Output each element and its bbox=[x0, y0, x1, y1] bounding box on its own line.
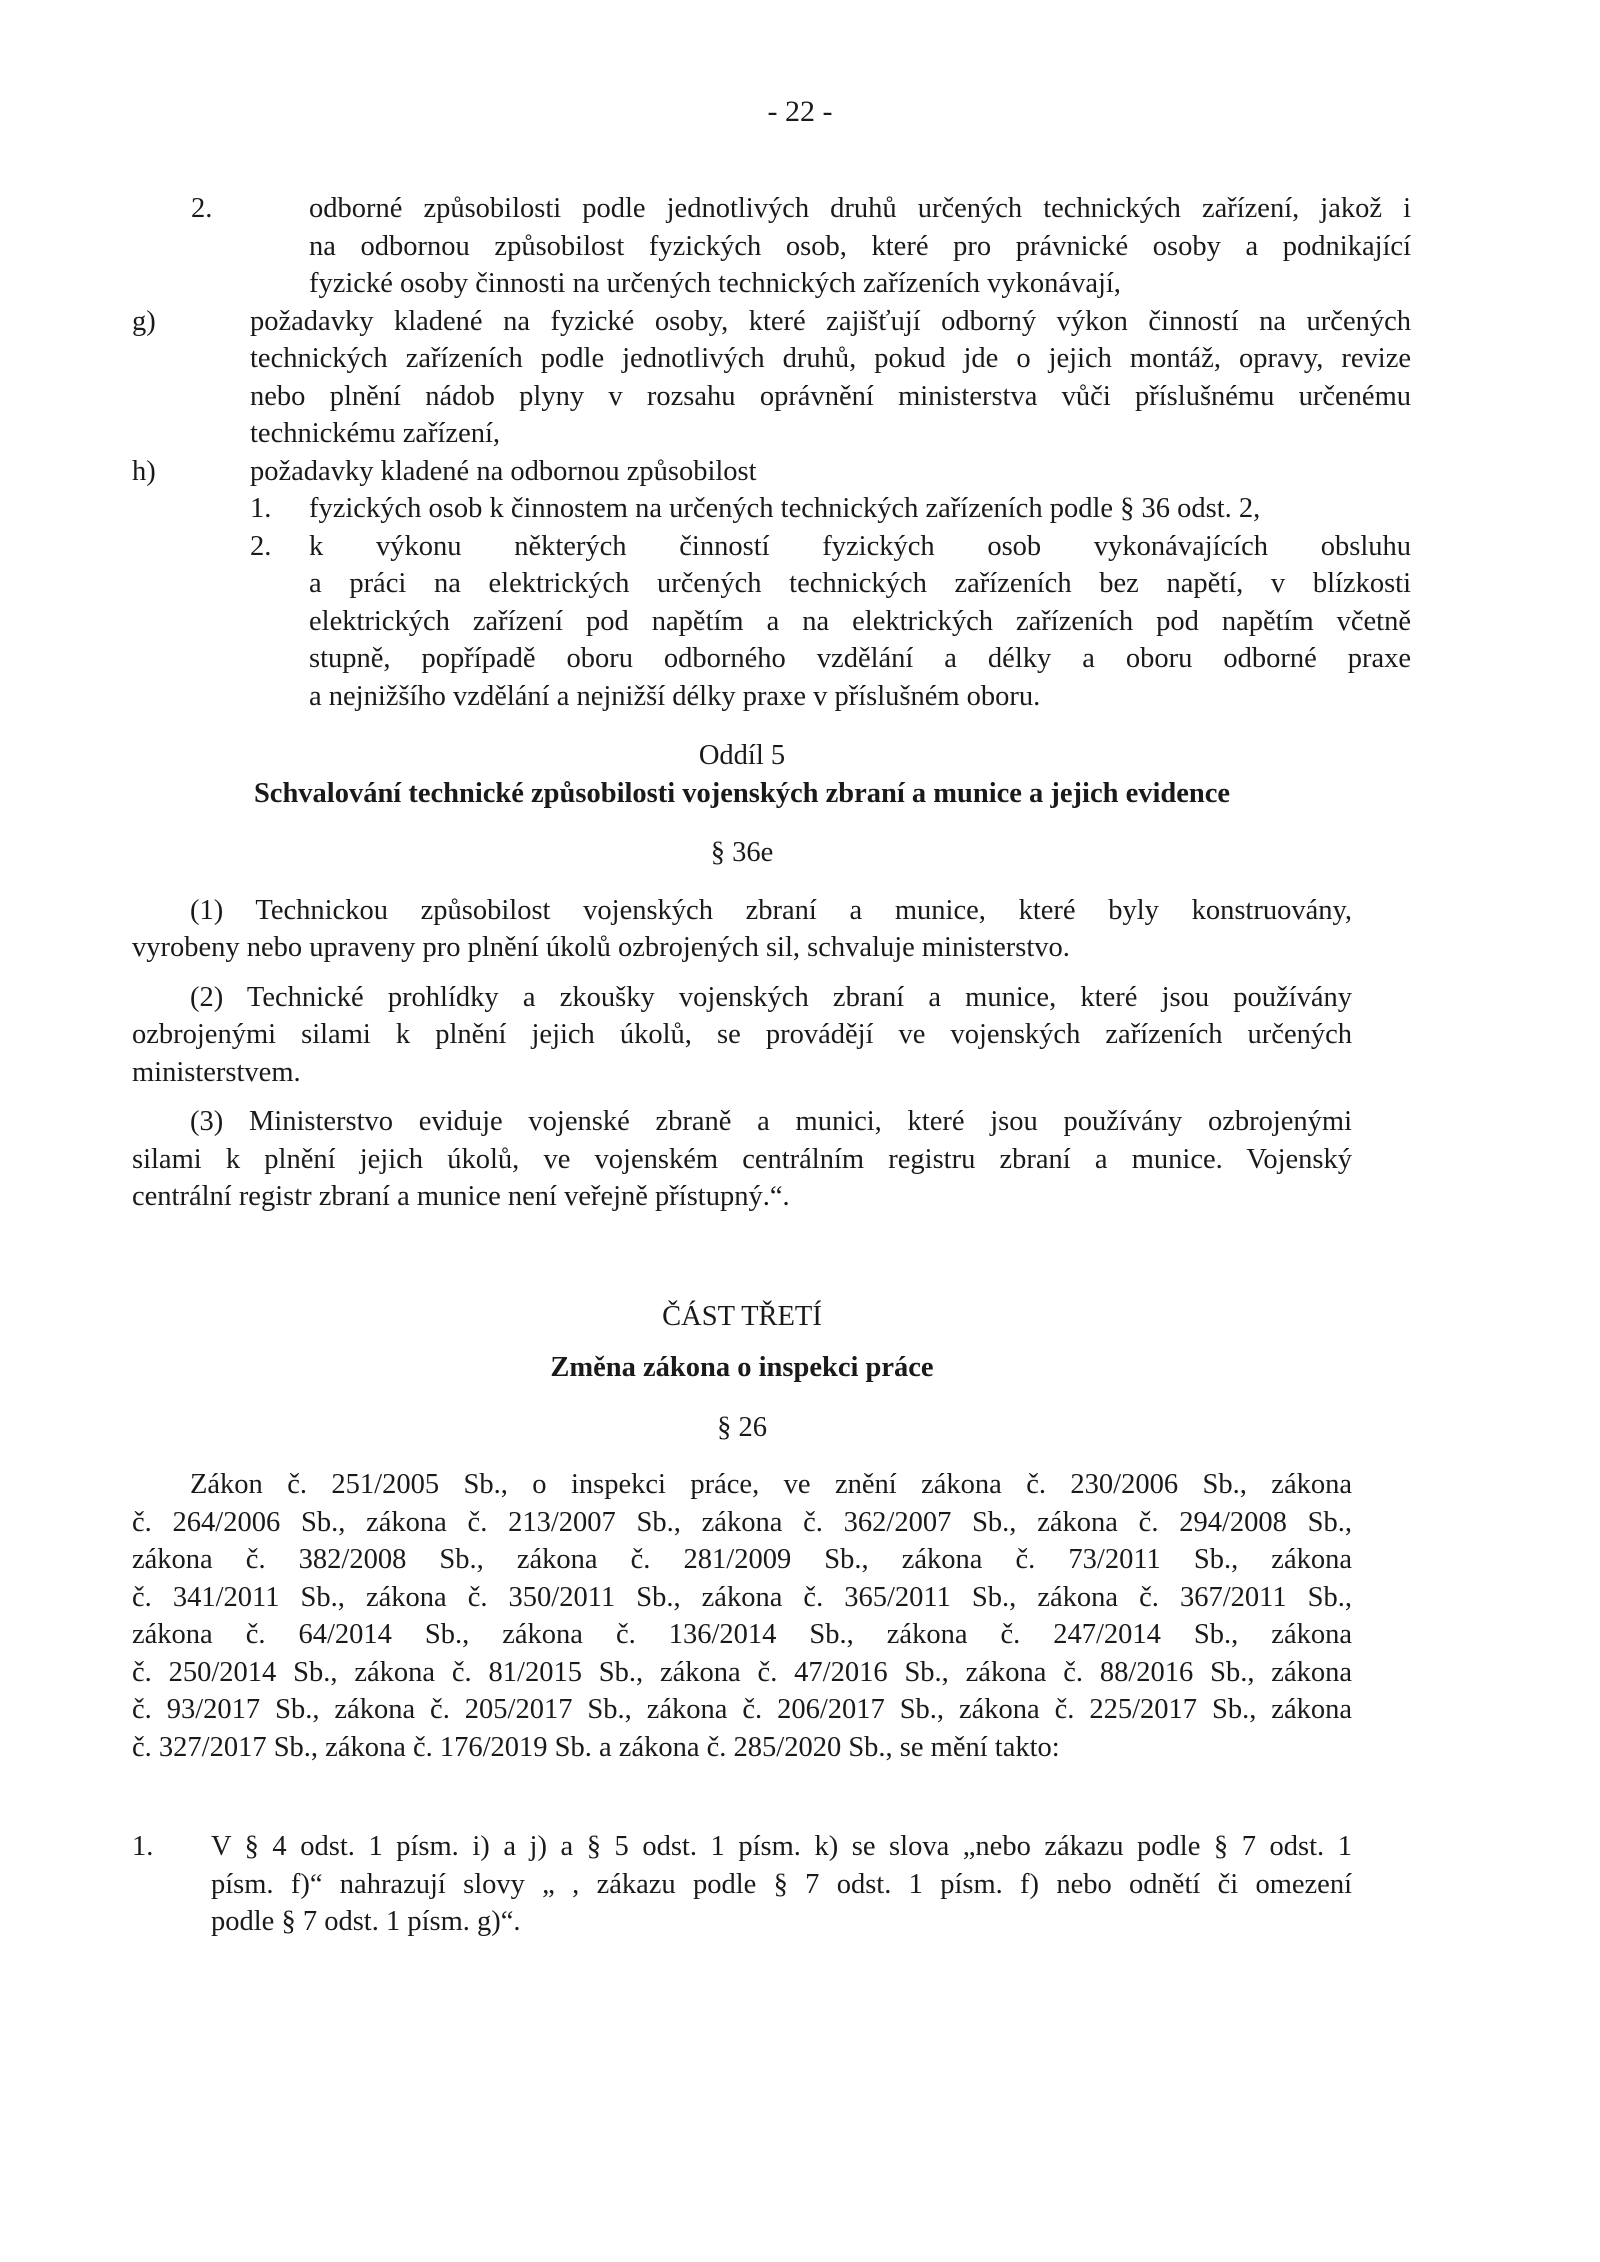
text-line: technickému zařízení, bbox=[250, 418, 501, 449]
text-line: stupně, popřípadě oboru odborného vzdělání a délky a oboru odborné praxe bbox=[309, 643, 1411, 674]
list-item-label: h) bbox=[132, 455, 156, 487]
text-line: k výkonu některých činností fyzických osob vykonávajících obsluhu bbox=[309, 530, 1411, 562]
list-item-h bbox=[132, 453, 1411, 491]
paragraph-2 bbox=[132, 979, 1352, 1092]
text-line: (2) Technické prohlídky a zkoušky vojenských zbraní a munice, které jsou používány bbox=[190, 981, 1352, 1013]
text-line: vyrobeny nebo upraveny pro plnění úkolů ozbrojených sil, schvaluje ministerstvo. bbox=[132, 932, 1070, 963]
list-item-label: 1. bbox=[250, 493, 272, 524]
text-line: č. 93/2017 Sb., zákona č. 205/2017 Sb., zákona č. 206/2017 Sb., zákona č. 225/2017 Sb., zákona bbox=[132, 1694, 1352, 1725]
part-heading: Změna zákona o inspekci práce bbox=[550, 1352, 934, 1383]
list-item-label: 1. bbox=[132, 1831, 154, 1862]
division-heading: Schvalování technické způsobilosti vojenských zbraní a munice a jejich evidence bbox=[253, 777, 1231, 809]
text-line: zákona č. 382/2008 Sb., zákona č. 281/2009 Sb., zákona č. 73/2011 Sb., zákona bbox=[132, 1544, 1352, 1575]
text-line: č. 250/2014 Sb., zákona č. 81/2015 Sb., zákona č. 47/2016 Sb., zákona č. 88/2016 Sb., zákona bbox=[132, 1656, 1352, 1688]
page-number: - 22 - bbox=[767, 95, 833, 128]
list-item-label: g) bbox=[132, 305, 156, 337]
paragraph-1 bbox=[132, 892, 1352, 967]
text-line: (3) Ministerstvo eviduje vojenské zbraně a munici, které jsou používány ozbrojenými bbox=[190, 1106, 1352, 1137]
text-line: ozbrojenými silami k plnění jejich úkolů, se provádějí ve vojenských zařízeních určených bbox=[132, 1019, 1352, 1050]
text-line: nebo plnění nádob plyny v rozsahu oprávnění ministerstva vůči příslušnému určenému bbox=[250, 380, 1411, 412]
list-item-h-2 bbox=[191, 528, 1411, 716]
text-line: č. 341/2011 Sb., zákona č. 350/2011 Sb., zákona č. 365/2011 Sb., zákona č. 367/2011 Sb., bbox=[132, 1581, 1352, 1613]
text-line: na odbornou způsobilost fyzických osob, které pro právnické osoby a podnikající bbox=[309, 230, 1411, 262]
text-line: fyzické osoby činnosti na určených technických zařízeních vykonávají, bbox=[309, 268, 1121, 299]
list-item-f-2 bbox=[191, 190, 1411, 303]
text-line: centrální registr zbraní a munice není veřejně přístupný.“. bbox=[132, 1181, 790, 1212]
text-line: fyzických osob k činnostem na určených technických zařízeních podle § 36 odst. 2, bbox=[309, 493, 1261, 524]
list-item-g-body bbox=[132, 303, 1411, 453]
amendment-intro bbox=[132, 1466, 1352, 1766]
text-line: Zákon č. 251/2005 Sb., o inspekci práce, ve znění zákona č. 230/2006 Sb., zákona bbox=[190, 1469, 1352, 1500]
division-title: Oddíl 5 bbox=[698, 740, 786, 771]
text-line: požadavky kladené na fyzické osoby, které zajišťují odborný výkon činností na určených bbox=[250, 305, 1411, 337]
text-line: ministerstvem. bbox=[132, 1056, 301, 1088]
text-line: a nejnižšího vzdělání a nejnižší délky praxe v příslušném oboru. bbox=[309, 680, 1041, 712]
section-title: § 36e bbox=[710, 837, 774, 868]
text-line: V § 4 odst. 1 písm. i) a j) a § 5 odst. 1 písm. k) se slova „nebo zákazu podle § 7 odst. 1 bbox=[211, 1831, 1352, 1862]
text-line: požadavky kladené na odbornou způsobilost bbox=[250, 455, 757, 487]
text-line: silami k plnění jejich úkolů, ve vojenském centrálním registru zbraní a munice. Vojenský bbox=[132, 1143, 1352, 1175]
paragraph-3 bbox=[132, 1103, 1352, 1216]
part-title: ČÁST TŘETÍ bbox=[662, 1300, 822, 1332]
text-line: č. 327/2017 Sb., zákona č. 176/2019 Sb. a zákona č. 285/2020 Sb., se mění takto: bbox=[132, 1731, 1060, 1763]
section-title: § 26 bbox=[717, 1411, 767, 1443]
page-content bbox=[132, 190, 1411, 1941]
amendment-point-1 bbox=[132, 1828, 1352, 1941]
text-line: a práci na elektrických určených technických zařízeních bez napětí, v blízkosti bbox=[309, 568, 1411, 599]
text-line: podle § 7 odst. 1 písm. g)“. bbox=[211, 1906, 521, 1937]
list-item-label: 2. bbox=[250, 530, 272, 562]
text-line: (1) Technickou způsobilost vojenských zbraní a munice, které byly konstruovány, bbox=[190, 894, 1352, 926]
list-item-h-1 bbox=[191, 490, 1411, 528]
text-line: zákona č. 64/2014 Sb., zákona č. 136/2014 Sb., zákona č. 247/2014 Sb., zákona bbox=[132, 1619, 1352, 1650]
text-line: odborné způsobilosti podle jednotlivých druhů určených technických zařízení, jakož i bbox=[309, 193, 1411, 224]
text-line: č. 264/2006 Sb., zákona č. 213/2007 Sb., zákona č. 362/2007 Sb., zákona č. 294/2008 Sb., bbox=[132, 1506, 1352, 1538]
list-item-label: 2. bbox=[191, 193, 213, 224]
text-line: technických zařízeních podle jednotlivých druhů, pokud jde o jejich montáž, opravy, revize bbox=[250, 343, 1411, 374]
text-line: elektrických zařízení pod napětím a na elektrických zařízeních pod napětím včetně bbox=[309, 605, 1411, 637]
text-line: písm. f)“ nahrazují slovy „ , zákazu podle § 7 odst. 1 písm. f) nebo odnětí či omezení bbox=[211, 1868, 1352, 1900]
